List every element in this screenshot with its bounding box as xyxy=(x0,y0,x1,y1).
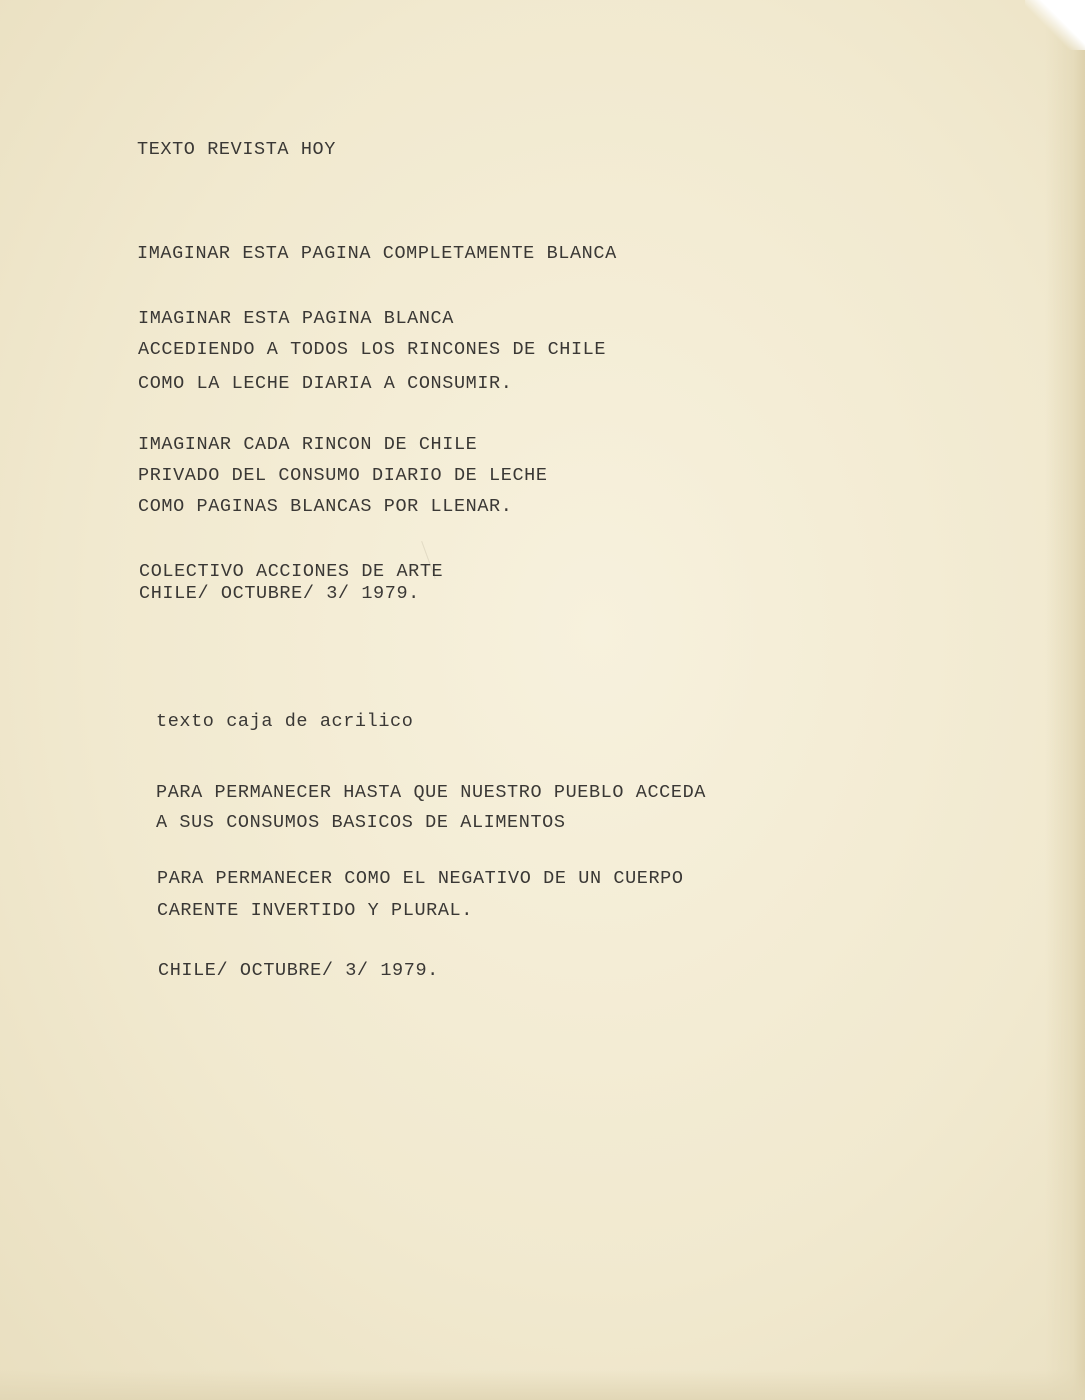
signature-date: CHILE/ OCTUBRE/ 3/ 1979. xyxy=(139,583,420,604)
heading-texto-caja-de-acrilico: texto caja de acrilico xyxy=(156,711,414,732)
date-line: CHILE/ OCTUBRE/ 3/ 1979. xyxy=(158,960,439,981)
paper-corner xyxy=(1025,0,1085,50)
text-line: PRIVADO DEL CONSUMO DIARIO DE LECHE xyxy=(138,465,548,486)
text-line: A SUS CONSUMOS BASICOS DE ALIMENTOS xyxy=(156,812,566,833)
paper-edge-shadow xyxy=(1045,0,1085,1400)
text-line: IMAGINAR ESTA PAGINA BLANCA xyxy=(138,308,454,329)
text-line: IMAGINAR CADA RINCON DE CHILE xyxy=(138,434,478,455)
heading-texto-revista-hoy: TEXTO REVISTA HOY xyxy=(137,139,336,160)
text-line: ACCEDIENDO A TODOS LOS RINCONES DE CHILE xyxy=(138,339,607,360)
text-line: COMO PAGINAS BLANCAS POR LLENAR. xyxy=(138,496,513,517)
text-line: CARENTE INVERTIDO Y PLURAL. xyxy=(157,900,473,921)
paper-bottom-shadow xyxy=(0,1370,1085,1400)
text-line: PARA PERMANECER HASTA QUE NUESTRO PUEBLO ACCEDA xyxy=(156,782,706,803)
text-line: COMO LA LECHE DIARIA A CONSUMIR. xyxy=(138,373,513,394)
text-line: IMAGINAR ESTA PAGINA COMPLETAMENTE BLANCA xyxy=(137,243,617,264)
signature-line: COLECTIVO ACCIONES DE ARTE xyxy=(139,561,444,582)
text-line: PARA PERMANECER COMO EL NEGATIVO DE UN CUERPO xyxy=(157,868,684,889)
